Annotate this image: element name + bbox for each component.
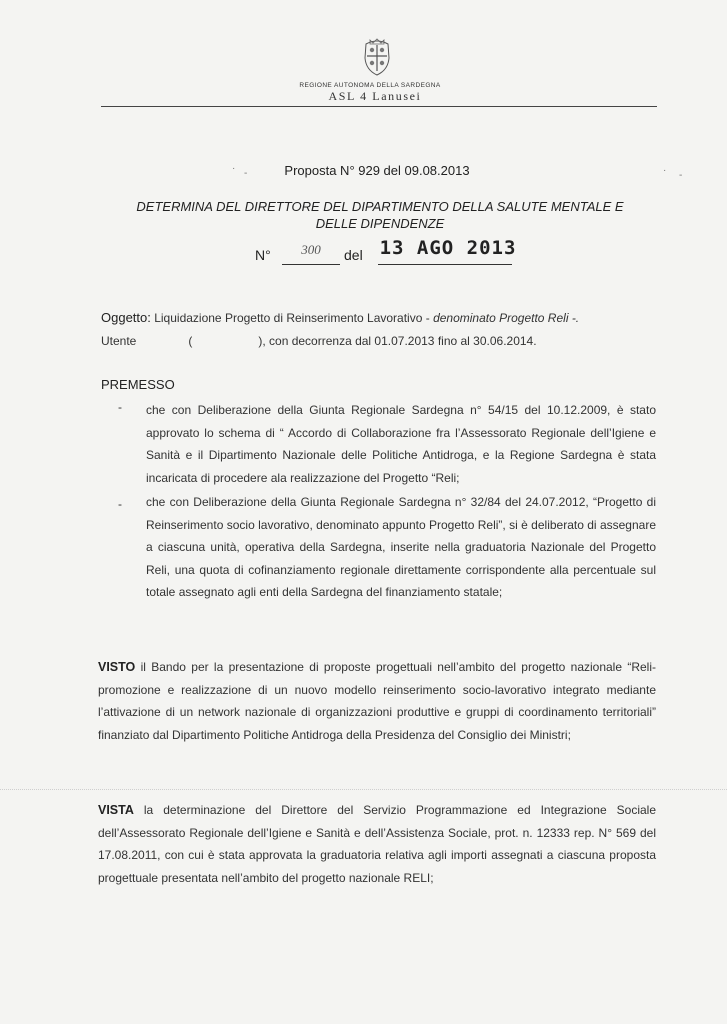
bullet-1: -: [118, 400, 122, 414]
date-underline: [378, 264, 512, 265]
redacted-name: [136, 336, 188, 347]
redacted-code: [192, 336, 258, 347]
del-label: del: [344, 247, 363, 263]
title-line-1: DETERMINA DEL DIRETTORE DEL DIPARTIMENTO DELLA SALUTE MENTALE E: [136, 199, 624, 214]
bullet-2: -: [118, 497, 122, 511]
region-name: REGIONE AUTONOMA DELLA SARDEGNA: [299, 82, 441, 89]
asl-name: ASL 4 Lanusei: [328, 89, 422, 103]
oggetto-block: [101, 307, 656, 352]
number-underline: [282, 264, 340, 265]
premesso-item-1: che con Deliberazione della Giunta Regionale Sardegna n° 54/15 del 10.12.2009, è stato approvato lo schema di “ Accordo di Collaborazione fra l’Assessorato Regionale dell’Igiene e Sanità e il Dipartimento Nazionale delle Politiche Antidroga, e la Regione Sardegna è stata incaricata di procedere ala realizzazione del Progetto “Reli;: [146, 403, 656, 485]
scan-mark: -: [679, 170, 683, 181]
oggetto-text: Liquidazione Progetto di Reinserimento Lavorativo -: [154, 311, 430, 325]
determina-number-line: [0, 237, 727, 272]
vista-paragraph: [98, 799, 656, 889]
paren-open: (: [188, 333, 193, 348]
scan-artifact-line: [0, 789, 727, 790]
number-label: N°: [255, 247, 271, 263]
visto-text: il Bando per la presentazione di proposte progettuali nell’ambito del progetto nazionale “Reli- promozione e realizzazione di un nuovo modello reinserimento socio-lavorativo integrato mediante l’attivazione di un network nazionale di organizzazioni produttive e gruppi di coordinamento territoriali” finanziato dal Dipartimento Politiche Antidroga della Presidenza del Consiglio dei Ministri;: [98, 660, 657, 742]
proposta-line: Proposta N° 929 del 09.08.2013: [284, 163, 470, 178]
premesso-heading: PREMESSO: [101, 377, 175, 392]
vista-label: VISTA: [98, 803, 134, 817]
visto-label: VISTO: [98, 660, 136, 674]
header-divider: [101, 106, 657, 107]
premesso-item-2: che con Deliberazione della Giunta Regionale Sardegna n° 32/84 del 24.07.2012, “Progetto di Reinserimento socio lavorativo, denominato appunto Progetto Reli”, si è deliberato di assegnare a ciascuna unità, operativa della Sardegna, inserite nella graduatoria Nazionale del Progetto Reli, una quota di cofinanziamento regionale direttamente corrispondente alla percentuale sul totale assegnato agli enti della Sardegna del finanziamento statale;: [146, 495, 656, 599]
oggetto-project-name: denominato Progetto Reli -.: [433, 311, 580, 325]
regione-sardegna-crest-icon: [358, 36, 396, 78]
scan-mark: ·: [232, 163, 236, 174]
visto-paragraph: [98, 656, 656, 746]
vista-text: la determinazione del Direttore del Servizio Programmazione ed Integrazione Sociale dell’Assessorato Regionale dell’Igiene e Sanità e dell’Assistenza Sociale, prot. n. 12333 rep. N° 569 del 17.08.2011, con cui è stata approvata la graduatoria relativa agli importi assegnati a ciascuna proposta progettuale presentata nell’ambito del progetto nazionale RELI;: [98, 803, 656, 885]
scan-mark: ·: [663, 165, 667, 176]
oggetto-dates: ), con decorrenza dal 01.07.2013 fino al 30.06.2014.: [258, 333, 537, 348]
document-title: [115, 198, 645, 232]
oggetto-label: Oggetto:: [101, 310, 151, 325]
utente-label: Utente: [101, 333, 137, 348]
date-stamp: 13 AGO 2013: [379, 237, 517, 259]
title-line-2: DELLE DIPENDENZE: [315, 216, 445, 231]
scan-mark: -: [244, 168, 248, 179]
determina-number: 300: [301, 242, 321, 257]
